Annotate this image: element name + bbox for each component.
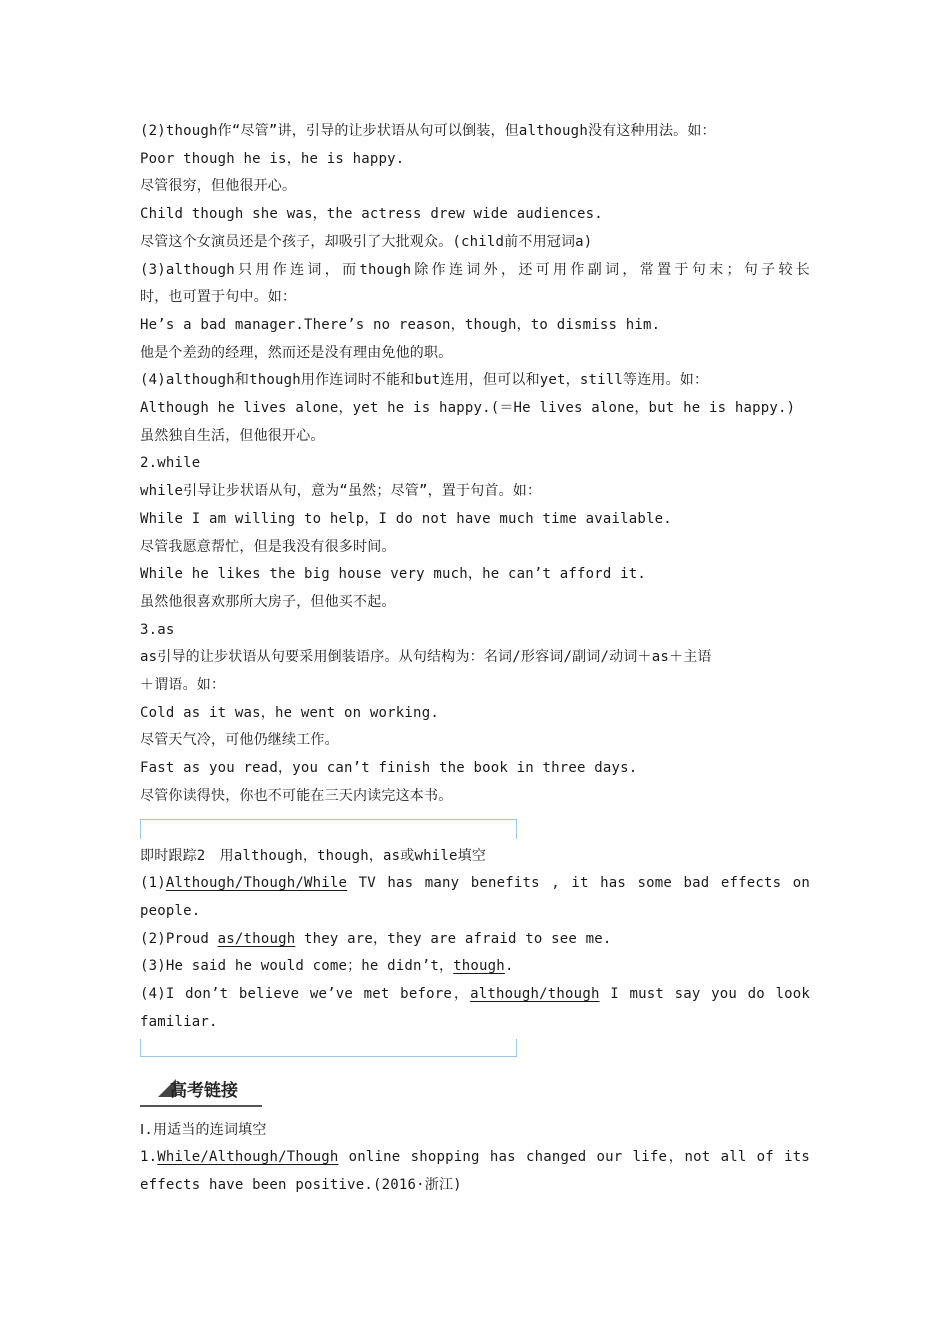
- text-line: 3.as: [140, 621, 175, 638]
- text-line: 尽管很穷，但他很开心。: [140, 178, 297, 195]
- text-line: Fast as you read，you can’t finish the book in three days.: [140, 760, 638, 777]
- text-line: Poor though he is，he is happy.: [140, 150, 405, 167]
- exercise-block: [140, 843, 810, 1037]
- text-line: (2)though作“尽管”讲，引导的让步状语从句可以倒装，但although没有这种用法。如：: [140, 123, 716, 139]
- text-line: 2.while: [140, 455, 201, 472]
- exercise-question-1: (1)Although/Though/While TV has many benefits , it has some bad effects on: [140, 875, 810, 892]
- text-line: 尽管我愿意帮忙，但是我没有很多时间。: [140, 538, 396, 555]
- section-question-1-continued: effects have been positive.(2016·浙江): [140, 1176, 462, 1193]
- text-line: 虽然他很喜欢那所大房子，但他买不起。: [140, 593, 396, 610]
- text-line: ＋谓语。如：: [140, 677, 226, 694]
- text-line: (4)although和though用作连词时不能和but连用，但可以和yet，still等连用。如：: [140, 372, 709, 389]
- exercise-question-4-continued: familiar.: [140, 1013, 218, 1030]
- text-line: He’s a bad manager.There’s no reason，though，to dismiss him.: [140, 316, 661, 333]
- answer-blank: While/Although/Though: [157, 1149, 339, 1166]
- text-line: 他是个差劲的经理，然而还是没有理由免他的职。: [140, 344, 453, 361]
- exercise-title: 即时跟踪2 用although，though，as或while填空: [140, 847, 487, 864]
- exercise-question-4: (4)I don’t believe we’ve met before，although/though I must say you do look: [140, 986, 810, 1003]
- exercise-question-3: (3)He said he would come；he didn’t，though.: [140, 958, 514, 975]
- text-line: 虽然独自生活，但他很开心。: [140, 427, 325, 444]
- text-line: as引导的让步状语从句要采用倒装语序。从句结构为：名词/形容词/副词/动词＋as＋主语: [140, 649, 712, 666]
- text-line: 时，也可置于句中。如：: [140, 289, 297, 306]
- exercise-question-1-continued: people.: [140, 902, 201, 919]
- text-line: Child though she was，the actress drew wide audiences.: [140, 206, 603, 223]
- text-line: Cold as it was，he went on working.: [140, 704, 439, 721]
- exercise-box-top-border: [140, 819, 517, 839]
- document-page: [140, 118, 810, 1200]
- text-line: (3)although只用作连词，而though除作连词外，还可用作副词，常置于句末；句子较长: [140, 261, 810, 278]
- text-line: While I am willing to help，I do not have much time available.: [140, 510, 672, 527]
- text-line: 尽管你读得快，你也不可能在三天内读完这本书。: [140, 787, 453, 804]
- answer-blank: though: [453, 958, 505, 975]
- text-line: Although he lives alone，yet he is happy.(＝He lives alone，but he is happy.): [140, 400, 796, 417]
- text-line: 尽管天气冷，可他仍继续工作。: [140, 732, 339, 749]
- answer-blank: although/though: [470, 986, 600, 1003]
- section-heading: [140, 1075, 262, 1107]
- section-title: 高考链接: [170, 1080, 238, 1101]
- section-question-1: 1.While/Although/Though online shopping has changed our life，not all of its: [140, 1149, 810, 1166]
- answer-blank: as/though: [217, 930, 296, 947]
- explanation-text: [140, 118, 810, 811]
- exercise-box-bottom-border: [140, 1039, 517, 1057]
- text-line: while引导让步状语从句，意为“虽然；尽管”，置于句首。如：: [140, 483, 542, 500]
- answer-blank: Although/Though/While: [165, 875, 348, 892]
- section-subtitle: Ⅰ.用适当的连词填空: [140, 1121, 267, 1138]
- exercise-question-2: (2)Proud as/though they are，they are afraid to see me.: [140, 930, 612, 947]
- text-line: 尽管这个女演员还是个孩子，却吸引了大批观众。(child前不用冠词a): [140, 233, 593, 250]
- text-line: While he likes the big house very much，he can’t afford it.: [140, 566, 647, 583]
